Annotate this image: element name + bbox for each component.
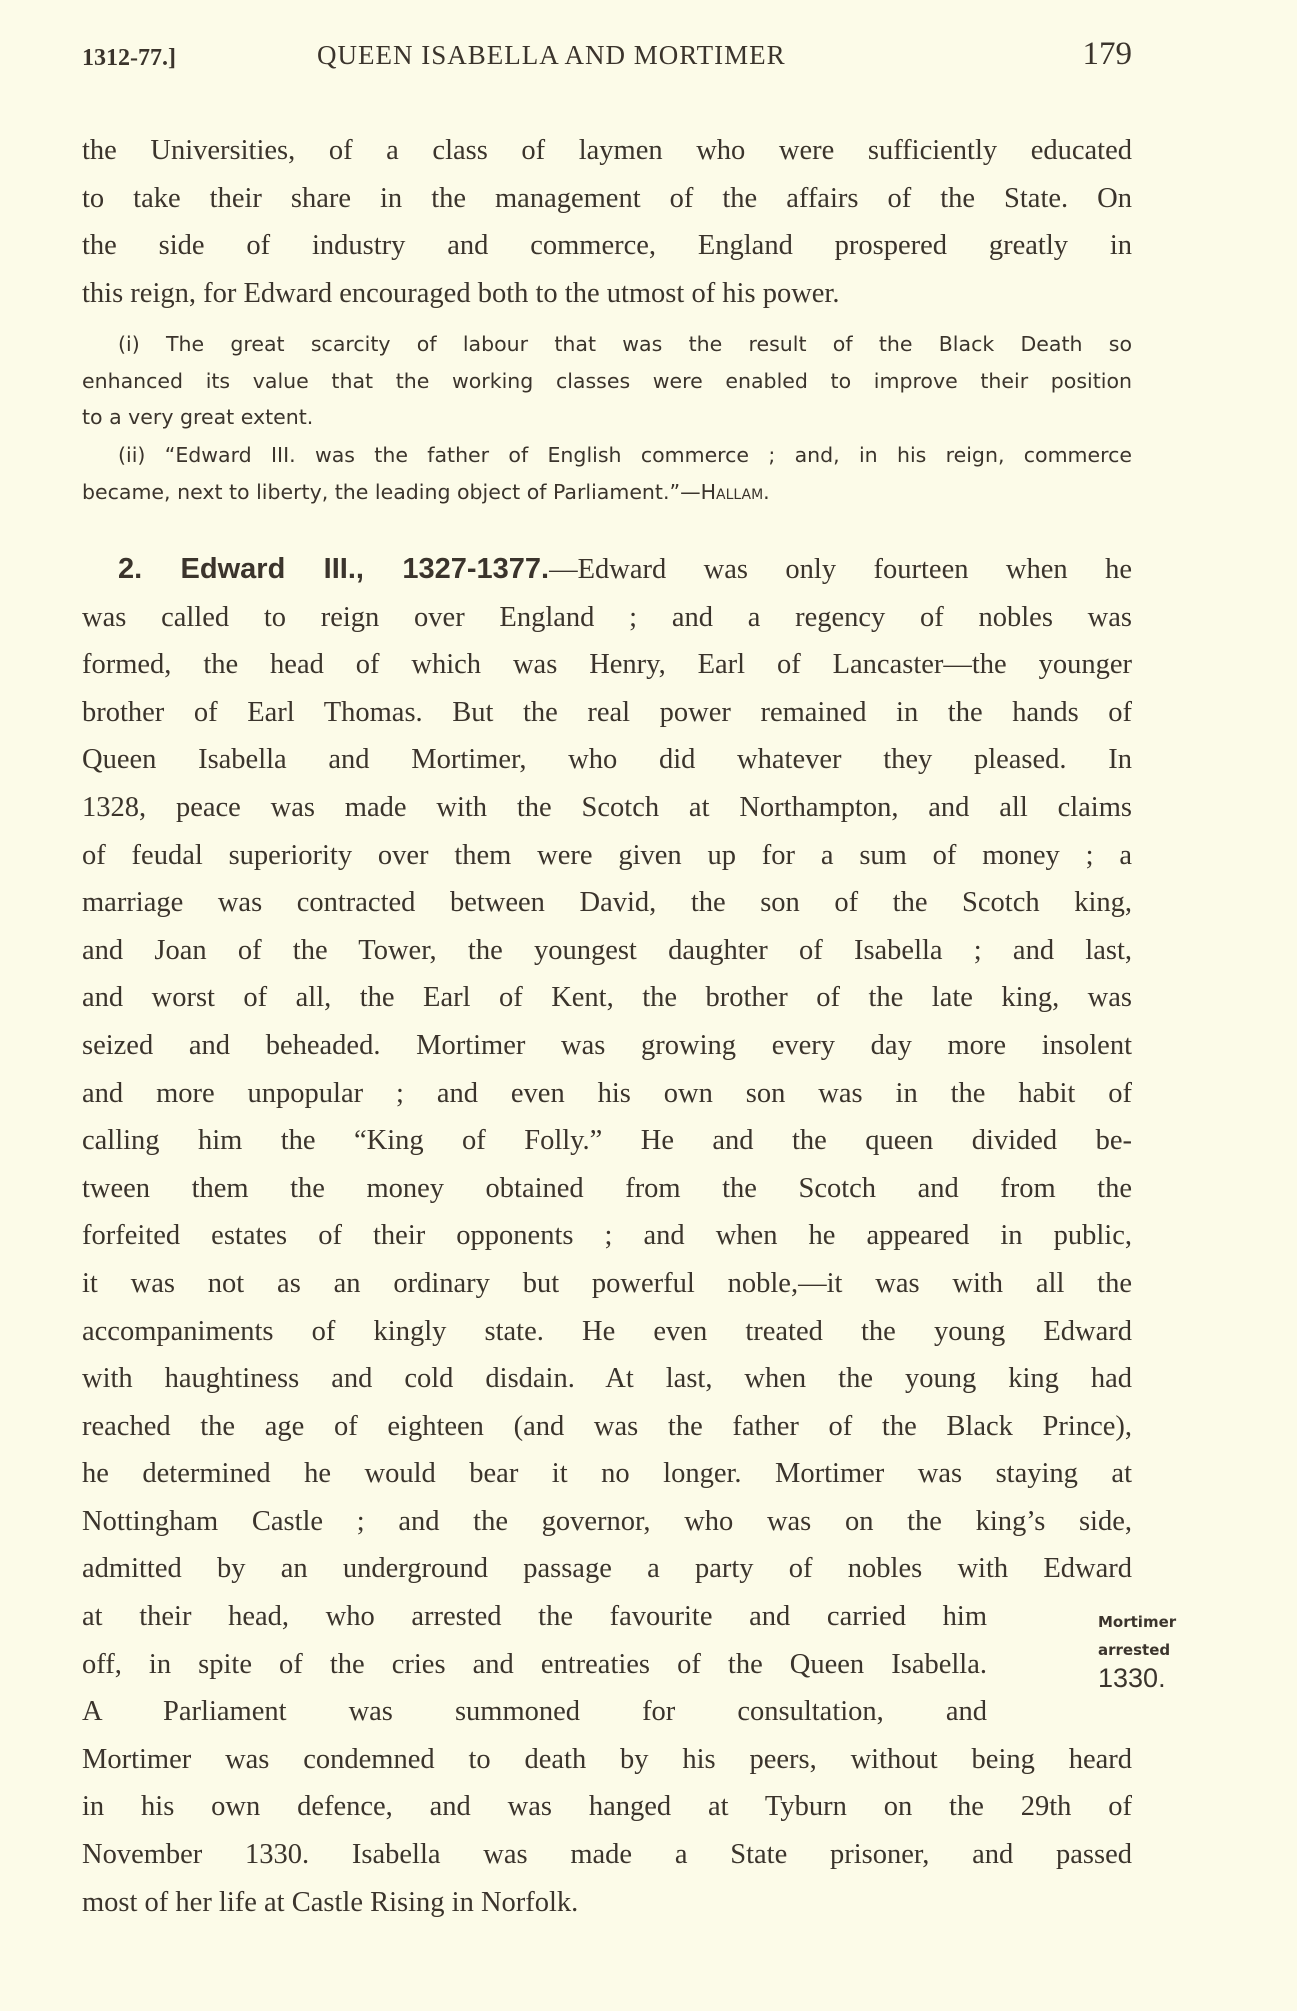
text-line: of feudal superiority over them were given up for a sum of money ; a [82, 839, 1132, 871]
text-line: Mortimer was condemned to death by his peers, without being heard [82, 1743, 1132, 1775]
text-line: seized and beheaded. Mortimer was growing every day more insolent [82, 1029, 1132, 1061]
footnote-i [82, 326, 1132, 436]
text-line: Nottingham Castle ; and the governor, who was on the king’s side, [82, 1505, 1132, 1537]
footnote-line: (ii) “Edward III. was the father of English commerce ; and, in his reign, commerce [118, 443, 1132, 467]
margin-note [1098, 1608, 1176, 1692]
text-line: it was not as an ordinary but powerful noble,—it was with all the [82, 1267, 1132, 1299]
text-line: reached the age of eighteen (and was the father of the Black Prince), [82, 1410, 1132, 1442]
running-header [82, 36, 1132, 80]
text-line: with haughtiness and cold disdain. At last, when the young king had [82, 1363, 1132, 1395]
text-line: accompaniments of kingly state. He even treated the young Edward [82, 1315, 1132, 1347]
footnote-line: (i) The great scarcity of labour that was the result of the Black Death so [118, 332, 1132, 356]
header-dates: 1312-77.] [82, 45, 176, 71]
text-line: brother of Earl Thomas. But the real power remained in the hands of [82, 696, 1132, 728]
text-line: the side of industry and commerce, England prospered greatly in [82, 230, 1132, 262]
header-title: QUEEN ISABELLA AND MORTIMER [317, 40, 786, 70]
text-line: admitted by an underground passage a party of nobles with Edward [82, 1553, 1132, 1585]
text-line: most of her life at Castle Rising in Norfolk. [82, 1886, 579, 1918]
text-line: formed, the head of which was Henry, Earl of Lancaster—the younger [82, 649, 1132, 681]
text-line: the Universities, of a class of laymen who were sufficiently educated [82, 135, 1132, 166]
margin-note-line2: arrested [1098, 1641, 1171, 1659]
section-first-line-text: —Edward was only fourteen when he [549, 554, 1132, 585]
intro-paragraph [82, 127, 1132, 317]
text-line: 1328, peace was made with the Scotch at Northampton, and all claims [82, 791, 1132, 823]
text-line: marriage was contracted between David, the son of the Scotch king, [82, 887, 1132, 919]
text-line: to take their share in the management of the affairs of the State. On [82, 182, 1132, 214]
text-line: at their head, who arrested the favourite and carried him [82, 1601, 987, 1633]
footnote-ii [82, 437, 1132, 510]
text-line: in his own defence, and was hanged at Tyburn on the 29th of [82, 1791, 1132, 1823]
page-number: 179 [1082, 36, 1132, 72]
footnote-line [82, 474, 1132, 511]
margin-note-line1: Mortimer [1098, 1613, 1177, 1631]
text-line: he determined he would bear it no longer. Mortimer was staying at [82, 1458, 1132, 1490]
section-first-line [82, 546, 1132, 594]
text-line: was called to reign over England ; and a regency of nobles was [82, 601, 1132, 633]
footnote-text: became, next to liberty, the leading object of Parliament.”— [82, 479, 701, 504]
text-line: forfeited estates of their opponents ; and when he appeared in public, [82, 1220, 1132, 1252]
text-line: and Joan of the Tower, the youngest daughter of Isabella ; and last, [82, 934, 1132, 966]
text-line: this reign, for Edward encouraged both to the utmost of his power. [82, 277, 840, 309]
margin-note-year: 1330. [1098, 1663, 1166, 1693]
text-line: and more unpopular ; and even his own son was in the habit of [82, 1077, 1132, 1109]
footnote-line: enhanced its value that the working classes were enabled to improve their position [82, 368, 1132, 393]
text-line: tween them the money obtained from the Scotch and from the [82, 1172, 1132, 1204]
text-line: and worst of all, the Earl of Kent, the brother of the late king, was [82, 982, 1132, 1014]
text-line: Queen Isabella and Mortimer, who did whatever they pleased. In [82, 744, 1132, 776]
text-line: calling him the “King of Folly.” He and the queen divided be- [82, 1125, 1132, 1157]
text-line: off, in spite of the cries and entreaties of the Queen Isabella. [82, 1648, 987, 1680]
section-heading: 2. Edward III., 1327-1377. [118, 553, 550, 585]
footnote-line: to a very great extent. [82, 405, 314, 429]
footnote-author: Hallam. [700, 479, 770, 504]
section-edward-iii [82, 546, 1132, 1926]
text-line: November 1330. Isabella was made a State prisoner, and passed [82, 1839, 1132, 1871]
text-line: A Parliament was summoned for consultation, and [82, 1696, 987, 1728]
